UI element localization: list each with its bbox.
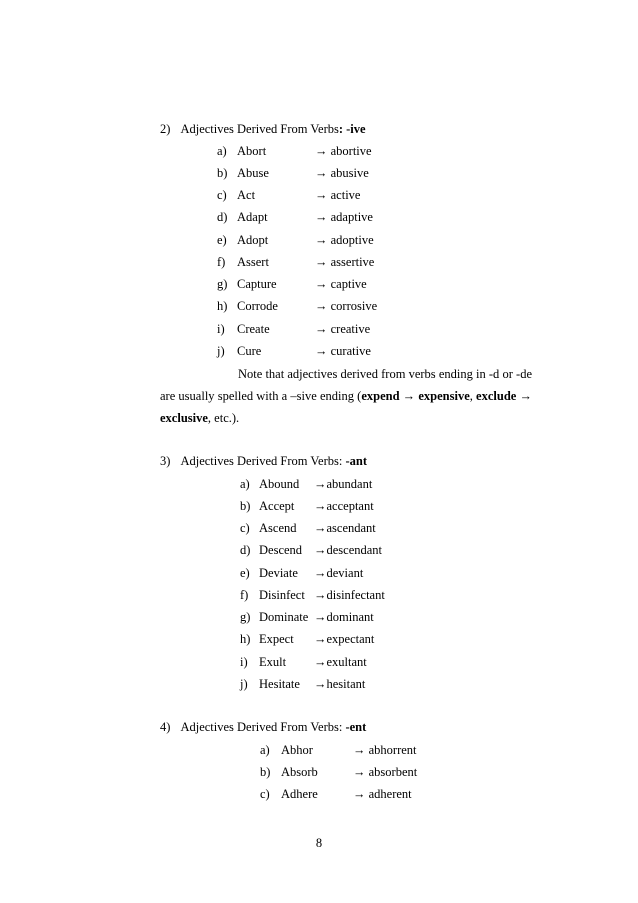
item-adjective: → adherent: [353, 787, 412, 801]
item-letter: b): [217, 166, 228, 180]
item-verb: Act: [237, 188, 256, 202]
item-letter: d): [240, 543, 251, 557]
item-adjective: → corrosive: [315, 299, 378, 313]
item-verb: Corrode: [237, 299, 278, 313]
item-adjective: → adaptive: [315, 210, 373, 224]
section-heading-3: [160, 454, 367, 469]
item-verb: Abhor: [281, 743, 313, 757]
item-adjective: →dominant: [314, 610, 374, 624]
item-verb: Hesitate: [259, 677, 300, 691]
item-adjective: →descendant: [314, 543, 383, 557]
item-verb: Descend: [259, 543, 303, 557]
note-paragraph: [160, 363, 532, 429]
item-verb: Absorb: [281, 765, 318, 779]
item-verb: Ascend: [259, 521, 297, 535]
item-verb: Deviate: [259, 566, 298, 580]
item-letter: a): [240, 477, 250, 491]
section-suffix: -ent: [345, 720, 367, 734]
item-letter: i): [217, 322, 225, 336]
item-letter: b): [260, 765, 271, 779]
item-verb: Adhere: [281, 787, 318, 801]
item-adjective: →expectant: [314, 632, 375, 646]
note-end: , etc.).: [207, 411, 240, 425]
section-number: 4): [160, 720, 171, 734]
item-verb: Exult: [259, 655, 287, 669]
item-adjective: → assertive: [315, 255, 375, 269]
item-letter: j): [240, 677, 248, 691]
item-verb: Abuse: [237, 166, 269, 180]
item-adjective: → curative: [315, 344, 371, 358]
item-adjective: → captive: [315, 277, 367, 291]
item-letter: h): [240, 632, 251, 646]
section-heading-2: [160, 122, 366, 137]
item-letter: d): [217, 210, 228, 224]
item-verb: Accept: [259, 499, 295, 513]
item-verb: Disinfect: [259, 588, 305, 602]
item-letter: i): [240, 655, 248, 669]
item-adjective: →hesitant: [314, 677, 366, 691]
item-letter: f): [217, 255, 226, 269]
item-letter: c): [217, 188, 227, 202]
item-verb: Cure: [237, 344, 262, 358]
item-adjective: → adoptive: [315, 233, 374, 247]
item-verb: Assert: [237, 255, 269, 269]
item-letter: h): [217, 299, 228, 313]
item-adjective: → active: [315, 188, 361, 202]
item-verb: Abort: [237, 144, 267, 158]
item-adjective: →acceptant: [314, 499, 374, 513]
item-verb: Abound: [259, 477, 300, 491]
item-adjective: →disinfectant: [314, 588, 385, 602]
note-example-expend: expend → expensive: [361, 389, 470, 403]
item-adjective: →exultant: [314, 655, 367, 669]
section-suffix: : -ive: [338, 122, 366, 136]
item-adjective: →deviant: [314, 566, 364, 580]
item-letter: f): [240, 588, 249, 602]
item-verb: Create: [237, 322, 270, 336]
section-number: 3): [160, 454, 171, 468]
item-letter: b): [240, 499, 251, 513]
item-letter: e): [240, 566, 250, 580]
page-number: 8: [315, 836, 323, 850]
item-letter: a): [217, 144, 227, 158]
item-adjective: → abusive: [315, 166, 369, 180]
section-number: 2): [160, 122, 171, 136]
item-adjective: → absorbent: [353, 765, 418, 779]
item-adjective: →ascendant: [314, 521, 376, 535]
item-letter: e): [217, 233, 227, 247]
item-verb: Adopt: [237, 233, 269, 247]
note-separator: ,: [469, 389, 477, 403]
section-suffix: -ant: [345, 454, 367, 468]
section-heading-4: [160, 720, 366, 735]
item-letter: j): [217, 344, 225, 358]
item-letter: a): [260, 743, 270, 757]
item-adjective: → creative: [315, 322, 371, 336]
item-adjective: → abhorrent: [353, 743, 417, 757]
section-title: Adjectives Derived From Verbs:: [180, 454, 346, 468]
item-letter: g): [240, 610, 251, 624]
item-adjective: →abundant: [314, 477, 373, 491]
section-title: Adjectives Derived From Verbs: [180, 122, 339, 136]
section-title: Adjectives Derived From Verbs:: [180, 720, 346, 734]
note-example-exclude: exclude → exclusive: [160, 389, 532, 425]
item-adjective: → abortive: [315, 144, 372, 158]
note-text: Note that adjectives derived from verbs ending in -d or -de are usually spelled with a –sive ending (: [160, 367, 532, 403]
item-verb: Expect: [259, 632, 294, 646]
item-letter: g): [217, 277, 228, 291]
item-verb: Adapt: [237, 210, 268, 224]
item-letter: c): [240, 521, 250, 535]
item-verb: Dominate: [259, 610, 309, 624]
item-verb: Capture: [237, 277, 277, 291]
item-letter: c): [260, 787, 270, 801]
